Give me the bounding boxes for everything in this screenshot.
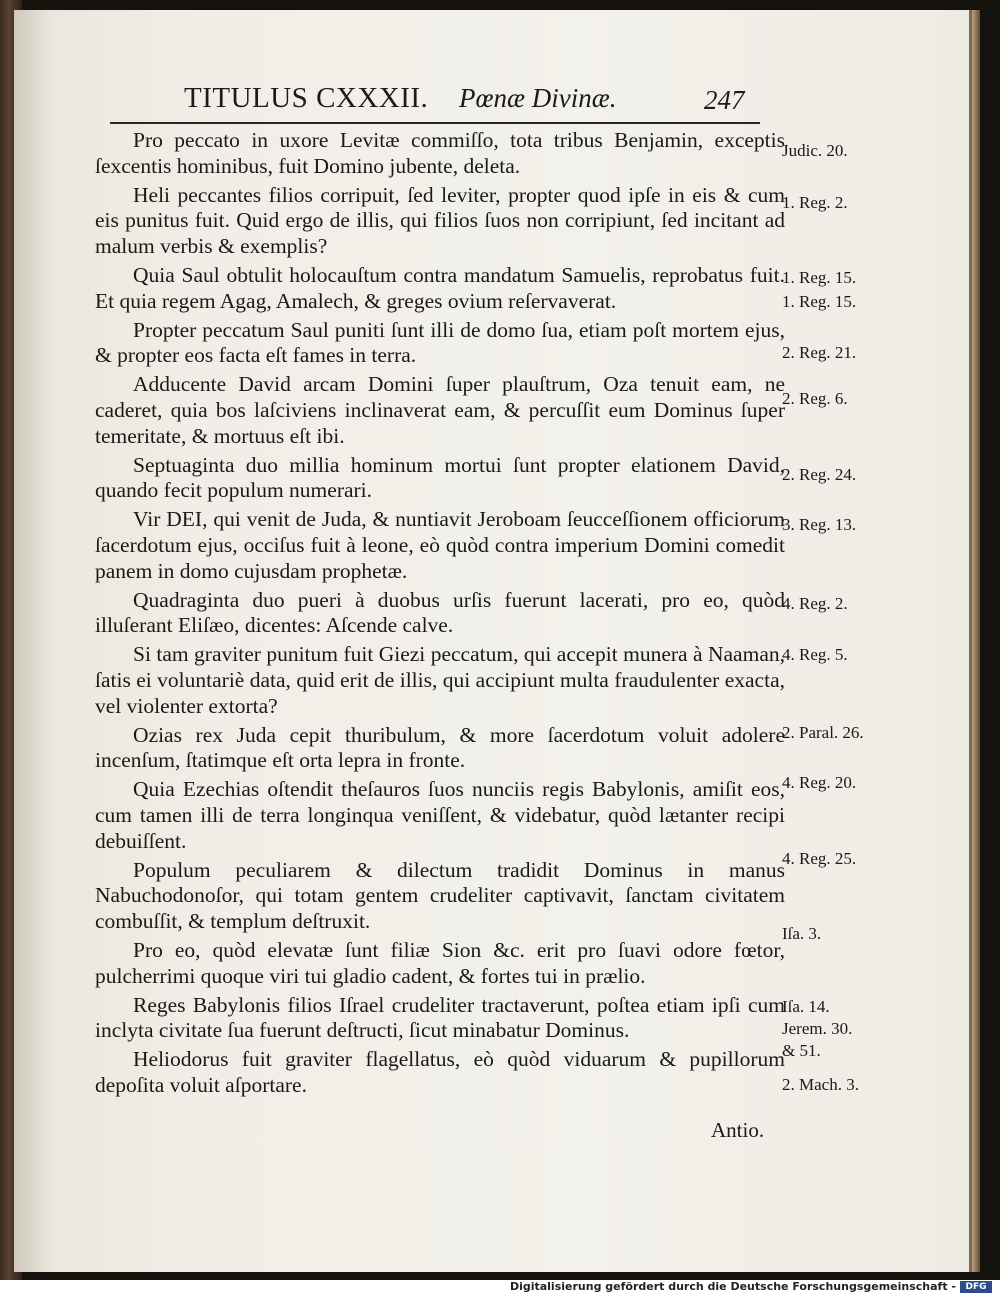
header-rule <box>110 122 760 124</box>
digitization-footer <box>0 1280 1000 1295</box>
margin-ref: 1. Reg. 2. <box>782 193 848 212</box>
running-header <box>0 82 1000 122</box>
paragraph: Propter peccatum Saul puniti ſunt illi de domo ſua, etiam poſt mortem ejus, & propter eos facta eſt fames in terra. <box>95 317 785 368</box>
margin-ref: & 51. <box>782 1041 821 1060</box>
paragraph: Ozias rex Juda cepit thuribulum, & more ſacerdotum voluit adolere incenſum, ſtatimque eſt orta lepra in fronte. <box>95 722 785 773</box>
paragraph: Quia Saul obtulit holocauſtum contra mandatum Samuelis, reprobatus fuit. Et quia regem Agag, Amalech, & greges ovium reſervaverat. <box>95 262 785 313</box>
paragraph: Reges Babylonis filios Iſrael crudeliter tractaverunt, poſtea etiam ipſi cum inclyta civitate ſua fuerunt deſtructi, ſicut minabatur Dominus. <box>95 992 785 1043</box>
margin-ref: 2. Reg. 21. <box>782 343 857 362</box>
paragraph: Quadraginta duo pueri à duobus urſis fuerunt lacerati, pro eo, quòd illuſerant Eliſæo, dicentes: Aſcende calve. <box>95 587 785 638</box>
margin-ref: 4. Reg. 25. <box>782 849 857 868</box>
margin-ref: Judic. 20. <box>782 141 848 160</box>
margin-ref: 1. Reg. 15. <box>782 292 857 311</box>
margin-ref: 4. Reg. 5. <box>782 645 848 664</box>
paragraph: Pro eo, quòd elevatæ ſunt filiæ Sion &c. erit pro ſuavi odore fœtor, pulcherrimi quoque viri tui gladio cadent, & fortes tui in prælio. <box>95 937 785 988</box>
margin-ref: Jerem. 30. <box>782 1019 853 1038</box>
funding-credit: Digitalisierung gefördert durch die Deutsche Forschungsgemeinschaft - <box>509 1280 956 1293</box>
dfg-logo: DFG <box>960 1281 992 1293</box>
paragraph: Heli peccantes filios corripuit, ſed leviter, propter quod ipſe in eis & cum eis punitus fuit. Quid ergo de illis, qui filios ſuos non corripiunt, ſed incitant ad malum verbis & exemplis? <box>95 182 785 259</box>
paragraph: Vir DEI, qui venit de Juda, & nuntiavit Jeroboam ſeucceſſionem officiorum ſacerdotum ejus, occiſus fuit à leone, eò quòd contra imperium Domini comedit panem in domo cujusdam prophetæ. <box>95 507 785 583</box>
paragraph: Heliodorus fuit graviter flagellatus, eò quòd viduarum & pupillorum depoſita voluit aſportare. <box>95 1047 785 1097</box>
header-subtitle: Pœnæ Divinæ. <box>459 83 617 113</box>
margin-ref: 2. Mach. 3. <box>782 1075 859 1094</box>
margin-ref: 2. Reg. 24. <box>782 465 857 484</box>
paragraph: Quia Ezechias oſtendit theſauros ſuos nunciis regis Babylonis, amiſit eos, cum tamen illi de terra longinqua veniſſent, & videbatur, quòd lætanter recipi debuiſſent. <box>95 777 785 853</box>
margin-ref: 2. Reg. 6. <box>782 389 848 408</box>
paragraph: Adducente David arcam Domini ſuper plauſtrum, Oza tenuit eam, ne caderet, quia bos laſciviens inclinaverat eam, & percuſſit eum Dominus ſuper temeritate, & mortuus eſt ibi. <box>95 372 785 448</box>
header-title: TITULUS CXXXII. <box>184 82 429 114</box>
margin-ref: 3. Reg. 13. <box>782 515 857 534</box>
margin-ref: 2. Paral. 26. <box>782 723 864 742</box>
paragraph: Septuaginta duo millia hominum mortui ſunt propter elationem David, quando fecit populum numerari. <box>95 452 785 503</box>
paragraph: Populum peculiarem & dilectum tradidit Dominus in manus Nabuchodonoſor, qui totam gentem crudeliter captivavit, ſanctam civitatem combuſſit, & templum deſtruxit. <box>95 857 785 934</box>
paragraph: Pro peccato in uxore Levitæ commiſſo, tota tribus Benjamin, exceptis ſexcentis hominibus, fuit Domino jubente, deleta. <box>95 128 785 178</box>
body-text <box>95 128 785 1102</box>
catchword: Antio. <box>711 1118 765 1142</box>
paragraph: Si tam graviter punitum fuit Giezi peccatum, qui accepit munera à Naaman, ſatis ei voluntariè data, quid erit de illis, qui accipiunt multa fraudulenter exacta, vel violenter extorta? <box>95 642 785 718</box>
margin-ref: Iſa. 14. <box>782 997 830 1016</box>
margin-ref: 4. Reg. 2. <box>782 594 848 613</box>
margin-ref: 4. Reg. 20. <box>782 773 857 792</box>
margin-ref: 1. Reg. 15. <box>782 268 857 287</box>
page-number: 247 <box>704 85 745 115</box>
margin-ref: Iſa. 3. <box>782 924 822 943</box>
